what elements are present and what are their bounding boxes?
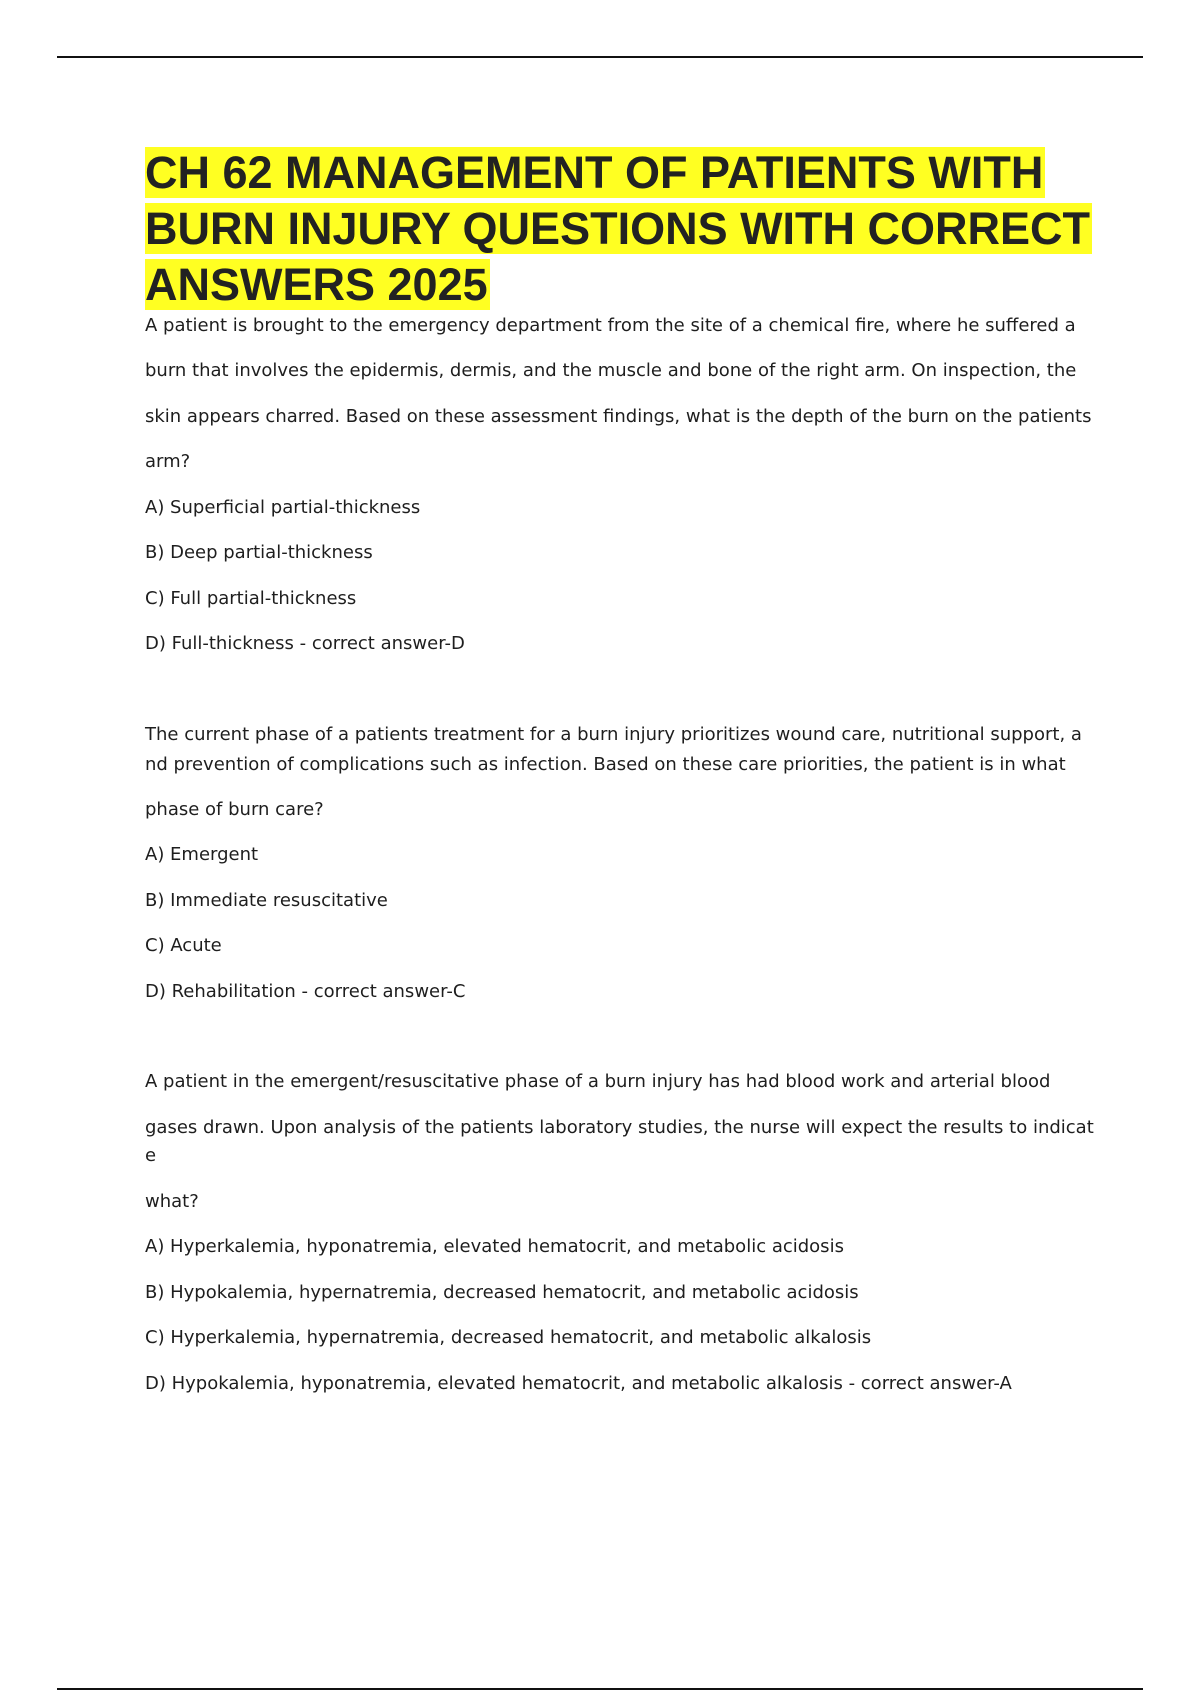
question-1-stem-line-2: burn that involves the epidermis, dermis, and the muscle and bone of the right arm. On inspection, the	[145, 360, 1077, 381]
question-2-option-a: A) Emergent	[145, 844, 259, 865]
question-2-option-b: B) Immediate resuscitative	[145, 890, 388, 911]
document-title	[145, 145, 1105, 313]
question-1-option-a: A) Superficial partial-thickness	[145, 497, 421, 518]
question-3-option-c: C) Hyperkalemia, hypernatremia, decreased hematocrit, and metabolic alkalosis	[145, 1327, 872, 1348]
question-3-stem-line-2: gases drawn. Upon analysis of the patients laboratory studies, the nurse will expect the results to indicat	[145, 1117, 1094, 1138]
question-1-option-c: C) Full partial-thickness	[145, 588, 357, 609]
question-1-stem-line-3: skin appears charred. Based on these assessment findings, what is the depth of the burn on the patients	[145, 406, 1092, 427]
title-highlight: CH 62 MANAGEMENT OF PATIENTS WITH BURN INJURY QUESTIONS WITH CORRECT ANSWERS 2025	[145, 147, 1091, 310]
question-3-option-b: B) Hypokalemia, hypernatremia, decreased hematocrit, and metabolic acidosis	[145, 1282, 859, 1303]
question-1-stem-line-1: A patient is brought to the emergency department from the site of a chemical fire, where he suffered a	[145, 315, 1076, 336]
question-1-stem-line-4: arm?	[145, 451, 191, 472]
question-3-stem-line-4: what?	[145, 1191, 199, 1212]
question-2-stem-line-3: phase of burn care?	[145, 799, 324, 820]
question-2-stem-line-2: nd prevention of complications such as infection. Based on these care priorities, the patient is in what	[145, 754, 1066, 775]
question-1-option-d: D) Full-thickness - correct answer-D	[145, 633, 465, 654]
question-2-stem-line-1: The current phase of a patients treatment for a burn injury prioritizes wound care, nutritional support, a	[145, 724, 1082, 745]
question-3-option-a: A) Hyperkalemia, hyponatremia, elevated hematocrit, and metabolic acidosis	[145, 1236, 844, 1257]
question-3-stem-line-3: e	[145, 1145, 157, 1166]
question-2-option-d: D) Rehabilitation - correct answer-C	[145, 981, 466, 1002]
bottom-rule	[57, 1688, 1143, 1690]
question-2-option-c: C) Acute	[145, 935, 222, 956]
top-rule	[57, 56, 1143, 58]
question-3-option-d: D) Hypokalemia, hyponatremia, elevated hematocrit, and metabolic alkalosis - correct answer-A	[145, 1373, 1012, 1394]
question-3-stem-line-1: A patient in the emergent/resuscitative phase of a burn injury has had blood work and arterial blood	[145, 1071, 1051, 1092]
question-1-option-b: B) Deep partial-thickness	[145, 542, 373, 563]
